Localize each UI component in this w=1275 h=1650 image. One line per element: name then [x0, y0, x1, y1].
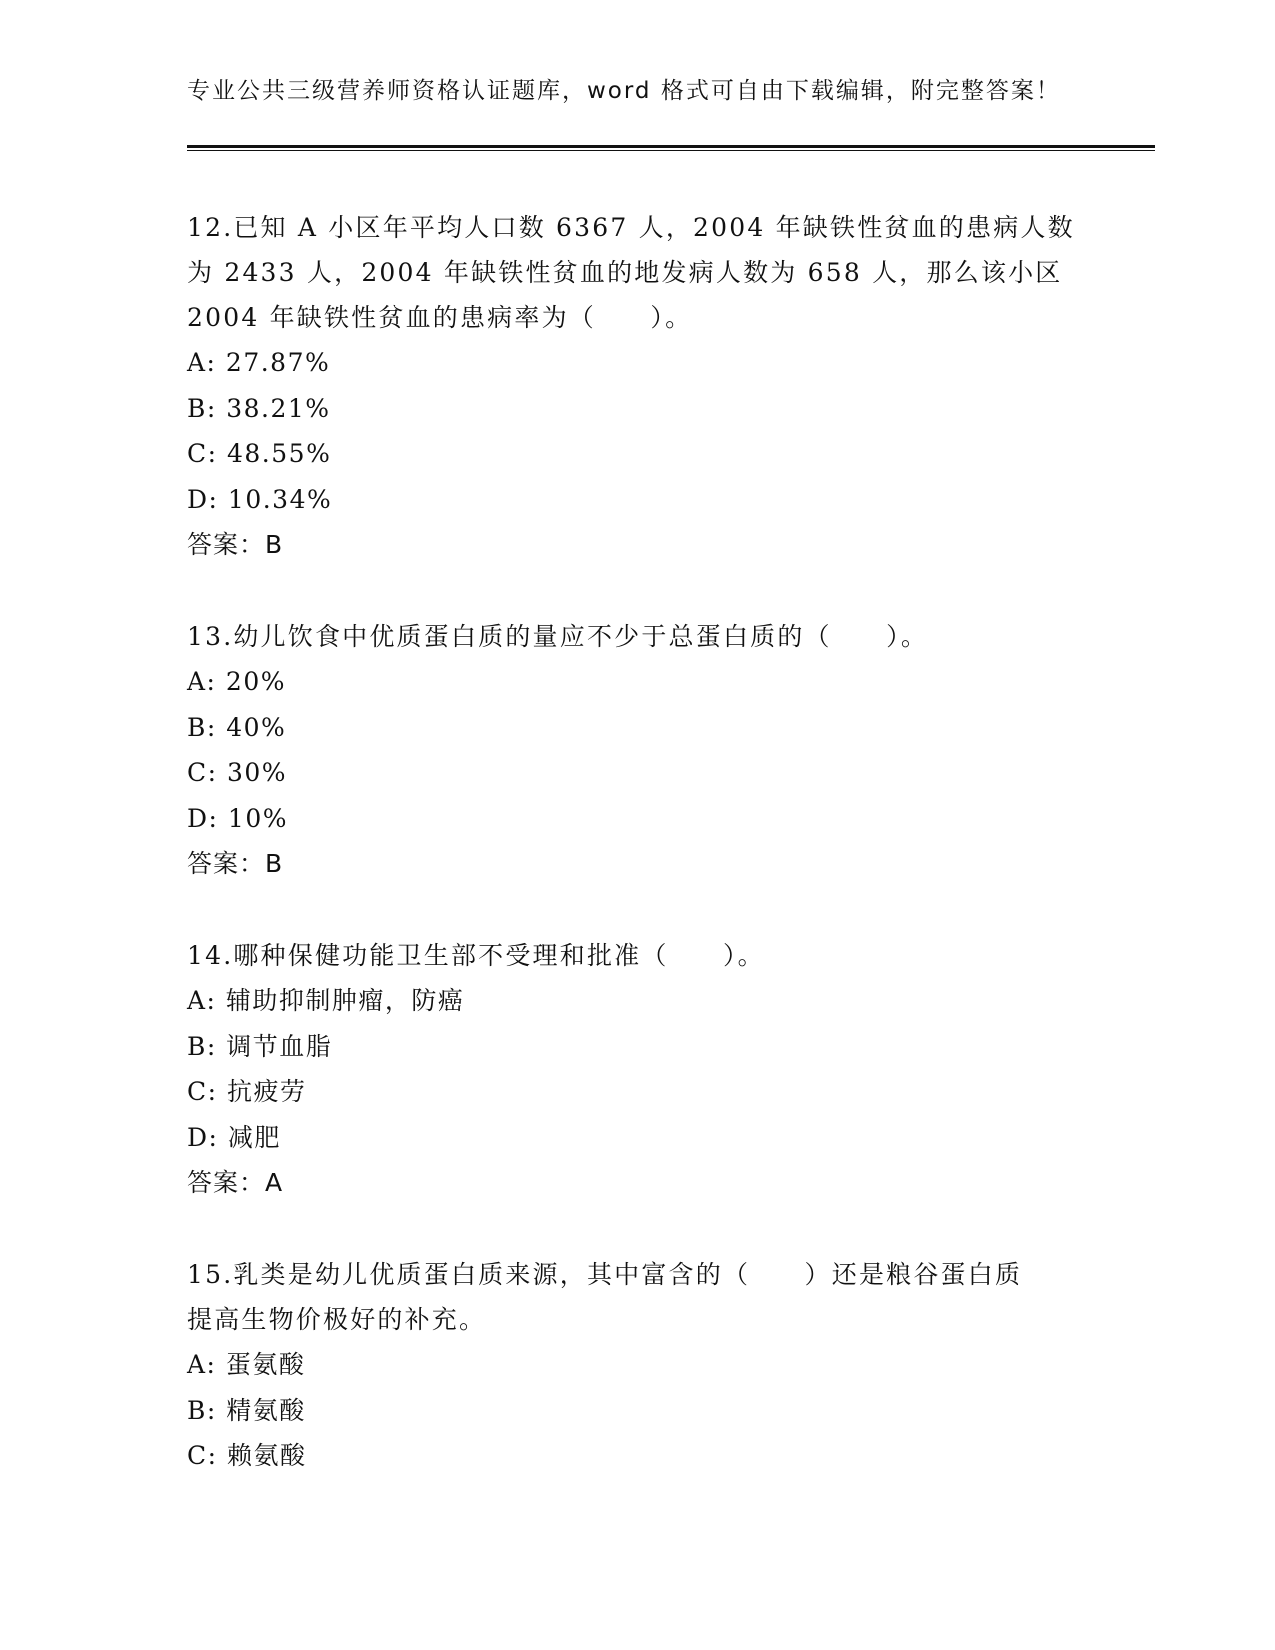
stem-line: 12.已知 A 小区年平均人口数 6367 人，2004 年缺铁性贫血的患病人数 [187, 213, 1075, 242]
option-a: A: 20% [187, 667, 286, 696]
option-d: D: 10.34% [187, 484, 333, 514]
answer-line: 答案：A [187, 1168, 284, 1197]
question-stem [187, 1252, 1087, 1342]
header-rule-thick [187, 145, 1155, 148]
question-13 [187, 614, 1087, 887]
answer-line: 答案：B [187, 530, 284, 559]
stem-line: 提高生物价极好的补充。 [187, 1305, 487, 1334]
question-14 [187, 933, 1087, 1206]
option-d: D: 10% [187, 803, 288, 833]
option-a: A: 辅助抑制肿瘤，防癌 [187, 986, 465, 1015]
question-stem [187, 614, 1087, 659]
question-15 [187, 1252, 1087, 1479]
option-c: C: 抗疲劳 [187, 1077, 307, 1106]
page-header: 专业公共三级营养师资格认证题库，word 格式可自由下载编辑，附完整答案！ [187, 78, 1061, 104]
option-c: C: 48.55% [187, 439, 332, 468]
option-b: B: 38.21% [187, 393, 331, 423]
option-c: C: 赖氨酸 [187, 1441, 307, 1470]
question-12 [187, 205, 1087, 568]
stem-line: 15.乳类是幼儿优质蛋白质来源，其中富含的（ ）还是粮谷蛋白质 [187, 1260, 1023, 1289]
question-stem [187, 205, 1087, 340]
stem-line: 14.哪种保健功能卫生部不受理和批准（ ）。 [187, 941, 765, 970]
option-b: B: 调节血脂 [187, 1031, 333, 1061]
header-rule-thin [187, 150, 1155, 151]
stem-line: 13.幼儿饮食中优质蛋白质的量应不少于总蛋白质的（ ）。 [187, 622, 929, 651]
question-list [187, 205, 1087, 1525]
option-b: B: 精氨酸 [187, 1395, 306, 1425]
option-d: D: 减肥 [187, 1122, 281, 1152]
option-b: B: 40% [187, 712, 287, 742]
stem-line: 为 2433 人，2004 年缺铁性贫血的地发病人数为 658 人，那么该小区 [187, 258, 1063, 287]
question-stem [187, 933, 1087, 978]
option-a: A: 蛋氨酸 [187, 1350, 306, 1379]
option-a: A: 27.87% [187, 348, 331, 377]
answer-line: 答案：B [187, 849, 284, 878]
stem-line: 2004 年缺铁性贫血的患病率为（ ）。 [187, 303, 693, 332]
option-c: C: 30% [187, 758, 288, 787]
